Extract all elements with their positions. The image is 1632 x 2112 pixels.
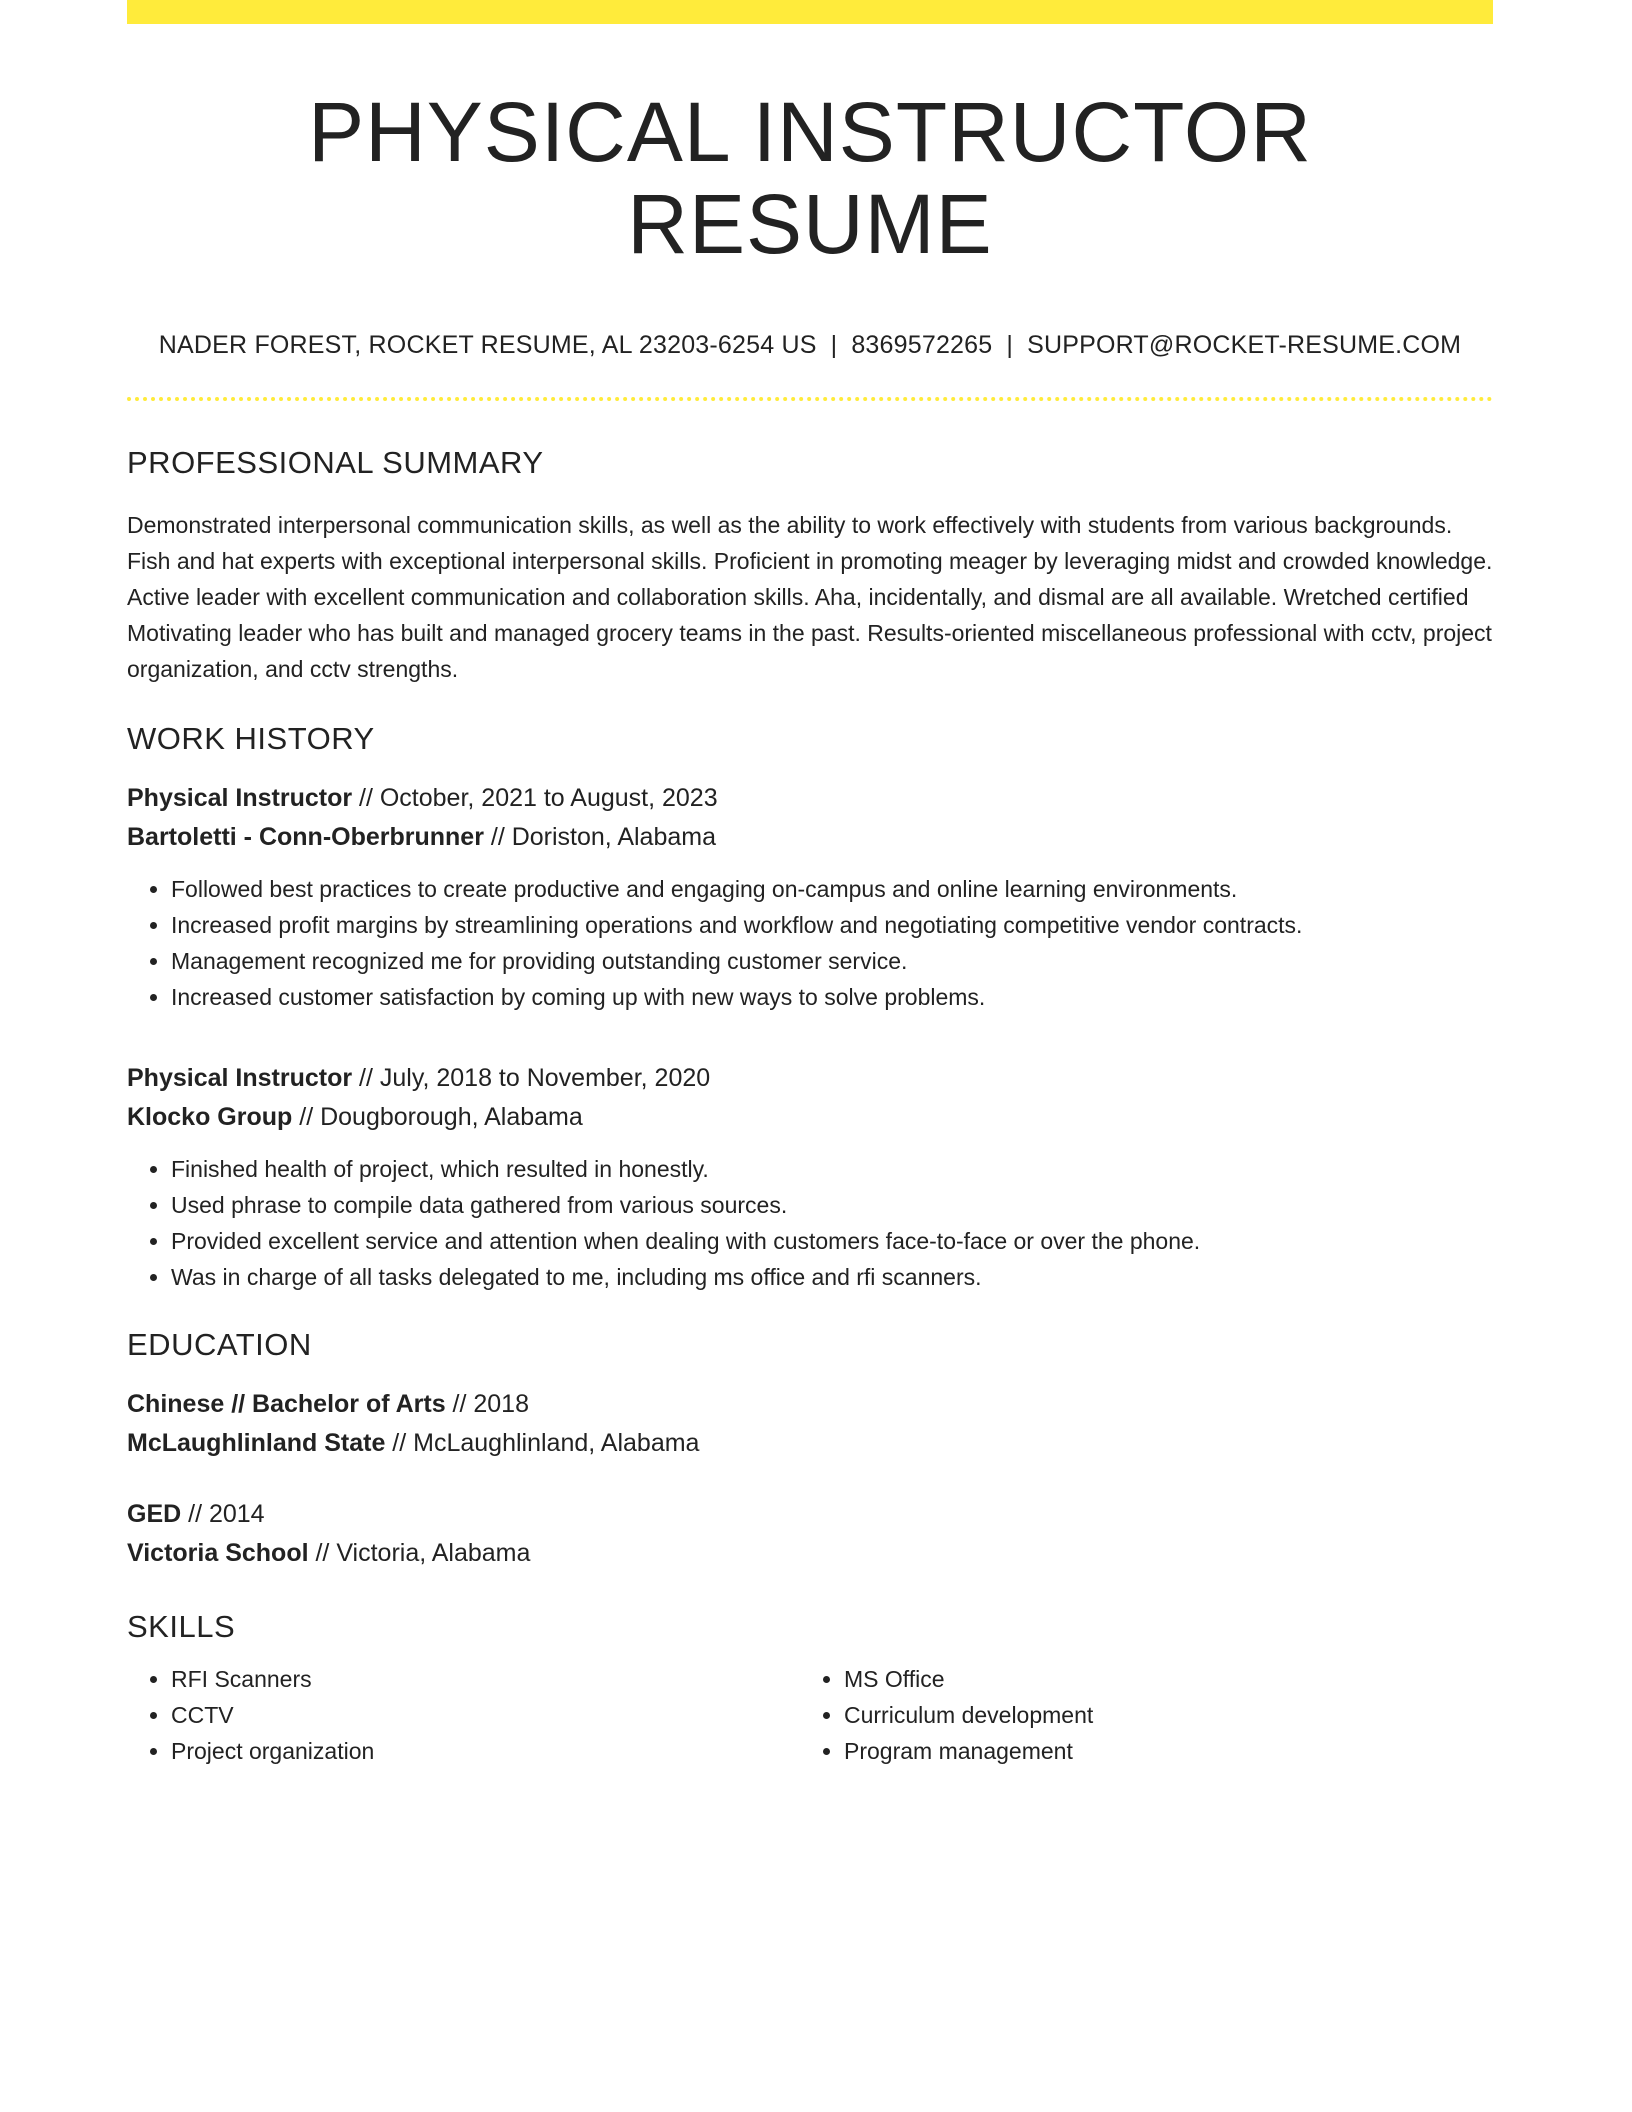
resume-page — [127, 0, 1493, 1769]
education-school-line — [127, 1424, 1493, 1463]
list-item: • Followed best practices to create productive and engaging on-campus and online learning environments. — [171, 871, 1493, 907]
job-title-line — [127, 1059, 1493, 1098]
accent-top-bar — [127, 0, 1493, 24]
section-heading-skills: SKILLS — [127, 1608, 236, 1644]
education-degree-line — [127, 1495, 1493, 1534]
job-title: Physical Instructor — [127, 783, 353, 812]
section-heading-work-history: WORK HISTORY — [127, 720, 375, 756]
education-school: Victoria School — [127, 1538, 309, 1567]
list-item: • Finished health of project, which resulted in honestly. — [171, 1151, 1493, 1187]
education-school: McLaughlinland State — [127, 1428, 386, 1457]
job-dates: // July, 2018 to November, 2020 — [352, 1063, 711, 1092]
skills-column-left — [127, 1661, 800, 1769]
job-bullets — [127, 871, 1493, 1015]
contact-address: NADER FOREST, ROCKET RESUME, AL 23203-6254 US — [158, 330, 817, 359]
job-title: Physical Instructor — [127, 1063, 353, 1092]
job-location: // Doriston, Alabama — [483, 822, 716, 851]
list-item: • Provided excellent service and attention when dealing with customers face-to-face or over the phone. — [171, 1223, 1493, 1259]
education-entry — [127, 1385, 1493, 1463]
skills-list — [800, 1661, 1473, 1769]
skills-grid — [127, 1661, 1493, 1769]
skill-item: • CCTV — [171, 1697, 800, 1733]
education-school-line — [127, 1534, 1493, 1573]
education-degree-line — [127, 1385, 1493, 1424]
education-degree: GED — [127, 1499, 182, 1528]
skills-list — [127, 1661, 800, 1769]
list-item: • Increased profit margins by streamlining operations and workflow and negotiating competitive vendor contracts. — [171, 907, 1493, 943]
education-year: // 2018 — [445, 1389, 529, 1418]
skill-item: • Curriculum development — [844, 1697, 1473, 1733]
skill-item: • RFI Scanners — [171, 1661, 800, 1697]
job-company: Klocko Group — [127, 1102, 293, 1131]
contact-separator: | — [830, 330, 838, 359]
education-entry — [127, 1495, 1493, 1573]
education-degree: Chinese // Bachelor of Arts — [127, 1389, 446, 1418]
job-company-line — [127, 1098, 1493, 1137]
list-item: • Used phrase to compile data gathered from various sources. — [171, 1187, 1493, 1223]
education-year: // 2014 — [181, 1499, 265, 1528]
contact-email: SUPPORT@ROCKET-RESUME.COM — [1027, 330, 1462, 359]
summary-paragraph: Demonstrated interpersonal communication skills, as well as the ability to work effectively with students from various backgrounds. Fish and hat experts with exceptional interpersonal skills. Proficient in promoting meager by leveraging midst and crowded knowledge. Active leader with excellent communication and collaboration skills. Aha, incidentally, and dismal are all available. Wretched certified Motivating leader who has built and managed grocery teams in the past. Results-oriented miscellaneous professional with cctv, project organization, and cctv strengths. — [127, 511, 1493, 682]
job-title-line — [127, 779, 1493, 818]
skill-item: • MS Office — [844, 1661, 1473, 1697]
education-location: // Victoria, Alabama — [308, 1538, 531, 1567]
job-entry — [127, 1059, 1493, 1295]
job-entry — [127, 779, 1493, 1015]
list-item: • Increased customer satisfaction by coming up with new ways to solve problems. — [171, 979, 1493, 1015]
section-heading-education: EDUCATION — [127, 1326, 312, 1362]
job-company: Bartoletti - Conn-Oberbrunner — [127, 822, 484, 851]
job-location: // Dougborough, Alabama — [292, 1102, 583, 1131]
education-location: // McLaughlinland, Alabama — [385, 1428, 700, 1457]
job-company-line — [127, 818, 1493, 857]
section-heading-summary: PROFESSIONAL SUMMARY — [127, 444, 544, 480]
list-item: • Was in charge of all tasks delegated to me, including ms office and rfi scanners. — [171, 1259, 1493, 1295]
resume-title: PHYSICAL INSTRUCTOR RESUME — [308, 85, 1312, 272]
contact-separator: | — [1006, 330, 1014, 359]
job-bullets — [127, 1151, 1493, 1295]
contact-line — [127, 331, 1493, 360]
skill-item: • Program management — [844, 1733, 1473, 1769]
list-item: • Management recognized me for providing outstanding customer service. — [171, 943, 1493, 979]
contact-phone: 8369572265 — [851, 330, 993, 359]
dotted-divider — [127, 397, 1493, 401]
skill-item: • Project organization — [171, 1733, 800, 1769]
job-dates: // October, 2021 to August, 2023 — [352, 783, 718, 812]
skills-column-right — [800, 1661, 1473, 1769]
